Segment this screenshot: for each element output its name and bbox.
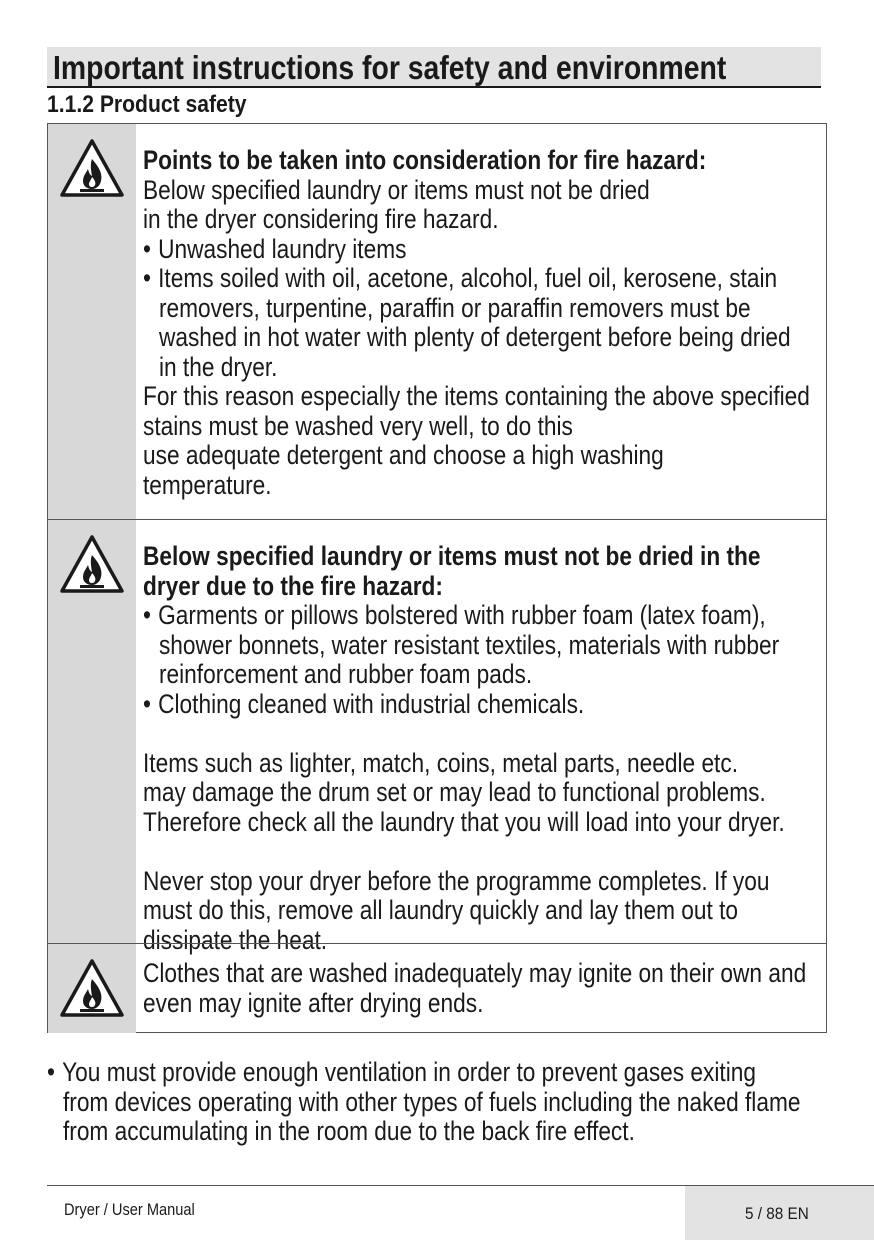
section-heading: 1.1.2 Product safety — [47, 91, 247, 118]
bullet-continuation: shower bonnets, water resistant textiles, materials with rubber — [158, 629, 780, 660]
bullet-symbol: • — [143, 233, 151, 264]
warning-text — [143, 542, 863, 955]
warning-icon-cell — [48, 520, 136, 944]
bullet-continuation: in the dryer. — [158, 351, 278, 382]
bullet-symbol: • — [143, 263, 151, 293]
bullet-continuation: removers, turpentine, paraffin or paraffin removers must be — [158, 292, 751, 323]
bullet-item: • Clothing cleaned with industrial chemicals. — [143, 688, 585, 719]
bullet-continuation: from accumulating in the room due to the back fire effect. — [62, 1116, 635, 1146]
ventilation-note — [47, 1058, 837, 1147]
page-number: 5 / 88 EN — [745, 1204, 809, 1223]
warning-text — [143, 146, 863, 500]
warning-icon-cell — [48, 124, 136, 519]
text-line: Never stop your dryer before the programme completes. If you — [143, 865, 770, 896]
page-title: Important instructions for safety and environment — [53, 49, 727, 86]
text-line: may damage the drum set or may lead to functional problems. — [143, 777, 766, 807]
fire-hazard-icon — [58, 533, 126, 595]
warning-text — [143, 959, 863, 1018]
warning-heading: Points to be taken into consideration for fire hazard: — [143, 145, 707, 175]
text-line: Below specified laundry or items must not be dried — [143, 174, 650, 205]
text-line: Therefore check all the laundry that you will load into your dryer. — [143, 806, 785, 837]
text-line: must do this, remove all laundry quickly and lay them out to — [143, 895, 739, 925]
bullet-item: • Items soiled with oil, acetone, alcohol, fuel oil, kerosene, stain — [143, 263, 778, 293]
text-line: in the dryer considering fire hazard. — [143, 204, 499, 234]
bullet-continuation: reinforcement and rubber foam pads. — [158, 659, 533, 689]
text-line: Clothes that are washed inadequately may ignite on their own and — [143, 958, 807, 988]
text-line: For this reason especially the items containing the above specified — [143, 381, 810, 411]
bullet-continuation: washed in hot water with plenty of detergent before being dried — [158, 322, 791, 352]
warning-heading: Below specified laundry or items must not be dried in the — [143, 541, 761, 571]
warning-row-self-ignition — [48, 943, 826, 1033]
bullet-item: • You must provide enough ventilation in order to prevent gases exiting — [47, 1057, 756, 1087]
bullet-symbol: • — [143, 600, 151, 630]
bullet-symbol: • — [47, 1057, 55, 1087]
text-line: even may ignite after drying ends. — [143, 987, 484, 1018]
text-line: stains must be washed very well, to do this — [143, 410, 573, 441]
bullet-item: • Unwashed laundry items — [143, 233, 407, 264]
text-line: Items such as lighter, match, coins, metal parts, needle etc. — [143, 747, 738, 778]
warning-row-fire-items — [48, 124, 826, 519]
warning-icon-cell — [48, 944, 136, 1033]
fire-hazard-icon — [58, 957, 126, 1019]
fire-hazard-icon — [58, 137, 126, 199]
warning-heading: dryer due to the fire hazard: — [143, 570, 443, 601]
bullet-continuation: from devices operating with other types of fuels including the naked flame — [62, 1086, 801, 1117]
text-line: dissipate the heat. — [143, 924, 328, 955]
text-line: temperature. — [143, 469, 272, 500]
warning-row-prohibited-items — [48, 519, 826, 955]
bullet-item: • Garments or pillows bolstered with rubber foam (latex foam), — [143, 600, 766, 630]
warning-table — [47, 123, 827, 1033]
footer-manual-label: Dryer / User Manual — [64, 1200, 195, 1219]
text-line: use adequate detergent and choose a high washing — [143, 440, 664, 470]
bullet-symbol: • — [143, 688, 151, 719]
